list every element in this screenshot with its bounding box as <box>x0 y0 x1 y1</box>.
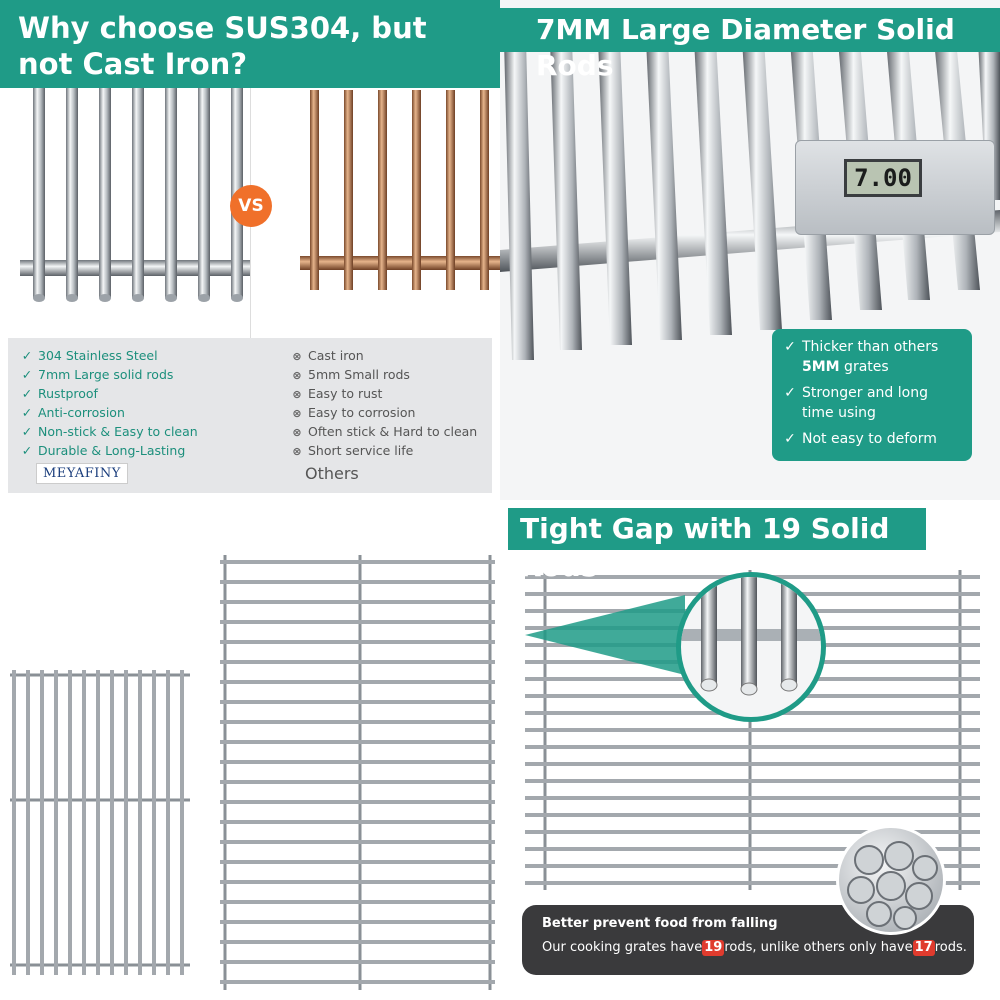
diameter-title: 7MM Large Diameter Solid Rods <box>500 8 1000 52</box>
large-grate-image <box>215 550 500 1000</box>
small-grate-image <box>0 665 200 985</box>
con-item: ⊗ 5mm Small rods <box>290 365 477 384</box>
check-circle-icon: ✓ <box>21 405 33 420</box>
tight-gap-title: Tight Gap with 19 Solid Rods <box>508 508 926 550</box>
pro-item: ✓ Anti-corrosion <box>21 405 125 420</box>
check-circle-icon: ✓ <box>21 386 33 401</box>
pro-item: ✓ Rustproof <box>21 386 98 401</box>
check-circle-icon: ✓ <box>21 348 33 363</box>
diameter-panel <box>500 0 1000 500</box>
comparison-title: Why choose SUS304, but not Cast Iron? <box>0 0 500 88</box>
cons-list <box>290 346 477 460</box>
x-circle-icon: ⊗ <box>292 407 302 420</box>
con-item: ⊗ Easy to rust <box>290 384 477 403</box>
pro-item: ✓ 304 Stainless Steel <box>21 348 158 363</box>
feature-card <box>772 329 972 461</box>
info-text: Our cooking grates have 19 rods, unlike others only have 17 rods. <box>542 940 967 955</box>
comparison-panel <box>0 0 500 500</box>
x-circle-icon: ⊗ <box>292 369 302 382</box>
check-circle-icon: ✓ <box>784 385 796 401</box>
zoom-detail-image <box>676 572 826 722</box>
vs-badge: VS <box>230 185 272 227</box>
check-circle-icon: ✓ <box>784 339 796 355</box>
others-label: Others <box>305 464 359 483</box>
x-circle-icon: ⊗ <box>292 350 302 363</box>
feature-item: ✓ Thicker than others 5MM grates <box>782 337 962 377</box>
other-rods-count: 17 <box>914 940 933 955</box>
zoom-wedge <box>525 595 685 675</box>
rod-cluster-image <box>836 825 946 935</box>
check-circle-icon: ✓ <box>21 424 33 439</box>
info-title: Better prevent food from falling <box>542 916 778 931</box>
check-circle-icon: ✓ <box>21 443 33 458</box>
grates-product-panel <box>0 500 500 1000</box>
pro-item: ✓ Durable & Long-Lasting <box>21 443 186 458</box>
pros-list <box>20 346 198 460</box>
tight-gap-panel <box>500 500 1000 1000</box>
con-item: ⊗ Easy to corrosion <box>290 403 477 422</box>
comparison-table <box>8 338 492 493</box>
brand-logo: MEYAFINY <box>36 463 128 484</box>
feature-item: ✓ Not easy to deform <box>782 429 962 449</box>
caliper-reading: 7.00 <box>844 159 922 197</box>
con-item: ⊗ Cast iron <box>290 346 477 365</box>
check-circle-icon: ✓ <box>21 367 33 382</box>
x-circle-icon: ⊗ <box>292 426 302 439</box>
con-item: ⊗ Often stick & Hard to clean <box>290 422 477 441</box>
pro-item: ✓ 7mm Large solid rods <box>21 367 174 382</box>
con-item: ⊗ Short service life <box>290 441 477 460</box>
x-circle-icon: ⊗ <box>292 388 302 401</box>
x-circle-icon: ⊗ <box>292 445 302 458</box>
pro-item: ✓ Non-stick & Easy to clean <box>21 424 198 439</box>
feature-item: ✓ Stronger and long time using <box>782 383 962 423</box>
our-rods-count: 19 <box>704 940 723 955</box>
check-circle-icon: ✓ <box>784 431 796 447</box>
caliper-image <box>795 140 995 235</box>
